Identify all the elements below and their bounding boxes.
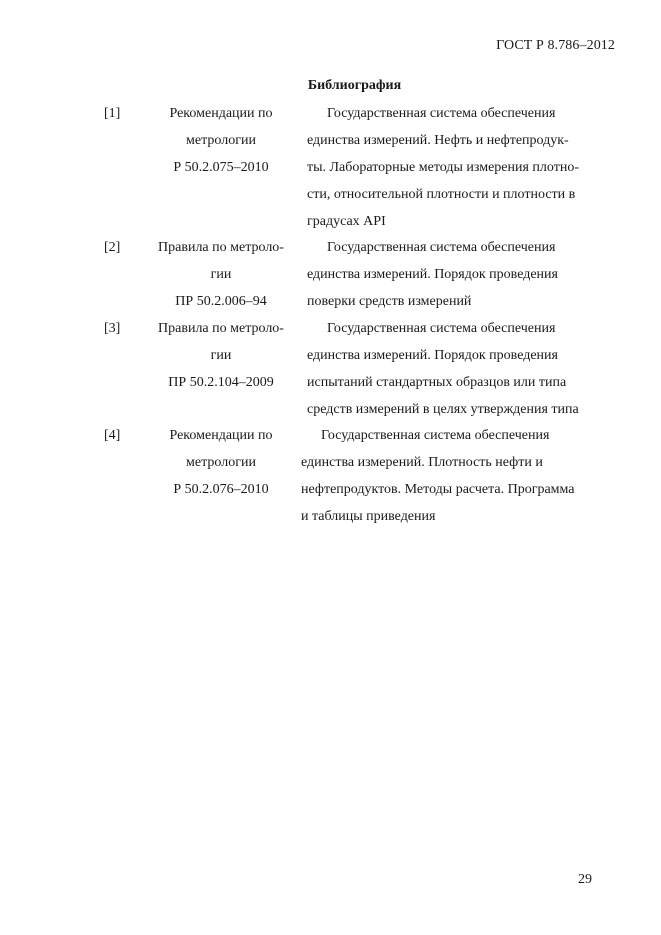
entry-description-line: и таблицы приведения: [301, 509, 436, 524]
entry-description-line: градусах API: [307, 214, 386, 229]
entry-source-line: гии: [210, 267, 232, 282]
entry-description-line: единства измерений. Порядок проведения: [307, 267, 558, 282]
entry-number: [4]: [104, 428, 121, 443]
entry-description-line: Государственная система обеспечения: [321, 428, 550, 443]
entry-source-line: Правила по метроло-: [158, 321, 284, 336]
entry-description-line: Государственная система обеспечения: [327, 240, 556, 255]
section-title: Библиография: [307, 78, 402, 93]
entry-description-line: поверки средств измерений: [307, 294, 472, 309]
entry-source: [145, 422, 297, 503]
entry-description: [301, 422, 621, 530]
entry-description-line: Государственная система обеспечения: [327, 106, 556, 121]
entry-description: [307, 100, 627, 235]
page-number: 29: [578, 872, 592, 887]
document-code-header: ГОСТ Р 8.786–2012: [496, 38, 615, 53]
entry-source: [145, 315, 297, 396]
entry-source-line: ПР 50.2.006–94: [175, 294, 267, 309]
entry-source-line: Правила по метроло-: [158, 240, 284, 255]
entry-source-line: гии: [210, 348, 232, 363]
entry-source: [145, 100, 297, 181]
entry-source-line: Рекомендации по: [169, 428, 273, 443]
entry-number: [1]: [104, 106, 121, 121]
entry-source-line: ПР 50.2.104–2009: [168, 375, 274, 390]
entry-source: [145, 234, 297, 315]
entry-number: [3]: [104, 321, 121, 336]
entry-description: [307, 315, 627, 423]
entry-description-line: единства измерений. Плотность нефти и: [301, 455, 543, 470]
entry-source-line: метрологии: [186, 133, 256, 148]
entry-description: [307, 234, 627, 315]
entry-source-line: Р 50.2.075–2010: [173, 160, 269, 175]
entry-description-line: Государственная система обеспечения: [327, 321, 556, 336]
entry-description-line: единства измерений. Нефть и нефтепродук-: [307, 133, 569, 148]
entry-number: [2]: [104, 240, 121, 255]
entry-description-line: испытаний стандартных образцов или типа: [307, 375, 567, 390]
entry-description-line: нефтепродуктов. Методы расчета. Программа: [301, 482, 575, 497]
entry-source-line: Р 50.2.076–2010: [173, 482, 269, 497]
entry-source-line: Рекомендации по: [169, 106, 273, 121]
entry-source-line: метрологии: [186, 455, 256, 470]
entry-description-line: сти, относительной плотности и плотности в: [307, 187, 576, 202]
entry-description-line: единства измерений. Порядок проведения: [307, 348, 558, 363]
entry-description-line: средств измерений в целях утверждения типа: [307, 402, 579, 417]
entry-description-line: ты. Лабораторные методы измерения плотно-: [307, 160, 579, 175]
